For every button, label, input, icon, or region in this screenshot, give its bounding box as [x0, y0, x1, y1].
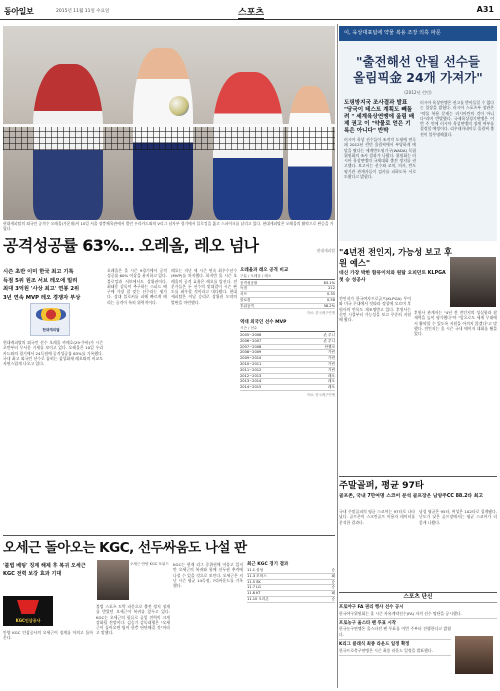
table-row: 2007~2008 안젤코	[240, 344, 335, 349]
section-label: 스포츠	[238, 5, 264, 20]
brief-title: 프로야구 FA 권리 행사 선수 공시	[339, 605, 404, 610]
doping-subhead: 도핑방지국 조사결과 발표 "당국이 테스트 계획도 빼돌려 " 세계육상연맹에 올림 배제 권고 이 "약물로 얻은 기록은 아니다" 반박	[344, 100, 415, 134]
table-row: 2012~2013 레오	[240, 373, 335, 378]
brief-item	[339, 619, 451, 640]
doping-headline-line2: 올림픽金 24개 가져가"	[353, 70, 483, 85]
table-source: 자료: 한국배구연맹	[306, 392, 335, 397]
kgc-subhead: '불법 베팅' 징계 해제 후 복귀 오세근 KGC 전력 보강 효과 기대	[3, 563, 86, 577]
stats-table-1	[240, 268, 335, 315]
table-title: 최근 KGC 경기 결과	[247, 562, 289, 567]
sponsor-headline: "4년전 전인지, 가능성 보고 후원 예스"	[339, 247, 452, 268]
table-row: 2008~2009 가빈	[240, 350, 335, 355]
golf-subhead: 골프존, 국내 7만여명 스코어 분석 골프장은 남양주CC 88.2타 최고	[339, 494, 483, 499]
brief-body: 한국농구연맹은 올스타전 팬 투표를 이번 주부터 진행한다고 밝혔다.	[339, 626, 451, 637]
doping-body-right: 러시아 육상연맹은 권고를 받아들일 수 없다는 입장을 밝혔다. 러시아 스포츠부 장관은 "약물 복용 문제는 러시아만의 것이 아니다"라며 반발했다. 국제육상경기연맹은 이번 주 안에 러시아 육상연맹의 징계 여부를 결정할 예정이다. 리우데자네이루 올림픽 출전이 불투명해졌다.	[420, 100, 494, 137]
player-far-right	[288, 86, 332, 220]
table-row: 서브 0.35	[240, 292, 335, 297]
table-row: 2014~2015 레오	[240, 385, 335, 390]
main-subhead-1: 시즌 초반 이미 한국 최고 기록	[3, 269, 74, 275]
page-number: A31	[476, 5, 494, 14]
table-row: 11.5 SK 승	[247, 579, 335, 584]
doping-subtitle: (2012년 런던)	[404, 90, 432, 95]
volleyball-net	[3, 124, 335, 150]
sponsor-body-col1: 전인지가 한국여자프로골프(KLPGA) 투어와 미국 무대에서 잇따라 정상에 오르며 후원사의 안목도 재조명받고 있다. 후원사는 신인 시절부터 가능성을 보고 꾸준히 지원해 왔다.	[339, 296, 411, 323]
stats-tables	[240, 268, 335, 402]
sponsor-subhead: 대신 가장 박한 함뮤이치와 원탑 오피던트 KLPGA 첫 승 성공사	[339, 271, 446, 283]
page-header	[0, 0, 500, 20]
table-row: 2005~2006 숀 루니	[240, 332, 335, 337]
table-source: 자료: 한국배구연맹	[306, 311, 335, 316]
brief-photo	[455, 636, 493, 674]
main-body-col2: 오레올은 올 시즌 9경기에서 공격성공률 60% 이상을 유지하고 있다. 블로킹과 서브에서도 상위권이다. 최태웅 감독이 추구하는 스피드 배구에 가장 잘 맞는 선수라는 평가다. 상대 블로커를 피해 빠르게 때리는 공격이 특히 위력적이다.	[107, 268, 167, 305]
photo-caption: 현대캐피탈의 외국인 공격수 오레올(가운데)이 10일 서울 장충체육관에서 열린 우리카드와의 V리그 남자부 경기에서 블로킹을 뚫고 스파이크를 날리고 있다. 현대캐피탈은 오레올의 활약으로 완승을 거뒀다.	[3, 221, 334, 231]
kgc-logo-text: KGC인삼공사	[15, 618, 41, 623]
brief-body: 한국프로축구연맹은 시즌 최종 라운드 일정을 발표했다.	[339, 647, 433, 653]
team-emblem-icon	[36, 308, 66, 321]
table-row: 2013~2014 레오	[240, 379, 335, 384]
table-title: 오레올과 레오 공격 비교	[240, 268, 289, 273]
masthead: 동아일보	[4, 7, 34, 16]
table-row: 11.3 모비스 패	[247, 573, 335, 578]
column-divider	[337, 24, 338, 688]
sponsor-portrait	[450, 257, 496, 307]
table-row: 공격성공률 63.1%	[240, 280, 335, 285]
table-row: 11.10 오리온 승	[247, 596, 335, 601]
table-row: 2006~2007 숀 루니	[240, 338, 335, 343]
kgc-body-col3: KGC는 현재 리그 중위권에 머물고 있지만 오세근의 복귀와 함께 선두권 추격에 나설 수 있을 것으로 보인다. 오세근은 지난 시즌 평균 14득점, 7리바운드를 기록했다.	[173, 562, 243, 589]
doping-headline-line1: "출전해선 안될 선수들	[356, 54, 480, 69]
sponsor-body-col2: 후원사 관계자는 "4년 전 전인지의 성실함과 잠재력을 높이 평가했다"며 "앞으로도 세계 무대에서 활약할 수 있도록 지원을 아끼지 않겠다"고 말했다. 전인지는 올 시즌 국내 메이저 대회를 휩쓸었다.	[414, 310, 497, 337]
main-subhead-4: 3년 연속 MVP 레오 경쟁자 부상	[3, 294, 81, 301]
doping-col-left	[344, 100, 416, 179]
table-row: 2011~2012 가빈	[240, 367, 335, 372]
main-subhead-2: 득점 5위 원조 서브 레오에 밀려	[3, 277, 78, 284]
kgc-results-table	[247, 562, 335, 603]
kgc-headline: 오세근 돌아오는 KGC, 선두싸움도 나설 판	[3, 535, 335, 559]
stats-table-2	[240, 320, 335, 396]
doping-kicker: 이, 육상대표팀에 약물 복용 조장 의혹 파문	[339, 26, 497, 41]
issue-date: 2015년 11월 11일 수요일	[56, 9, 110, 14]
player-portrait	[97, 560, 129, 600]
brief-body: 한국야구위원회는 올 시즌 자유계약선수(FA) 자격 선수 명단을 공시했다.	[339, 610, 462, 616]
brief-title: 프로농구 올스타 팬 투표 시작	[339, 620, 397, 626]
main-subhead-3: 최대 3억원 '사상 최고' 연봉 2위	[3, 286, 80, 292]
doping-headline	[339, 54, 497, 86]
brief-item	[339, 640, 451, 656]
main-byline: 현대캐피탈	[316, 248, 335, 253]
volleyball	[169, 96, 189, 116]
table-row: 11.7 LG 승	[247, 585, 335, 590]
doping-body-left: 러시아 육상 선수들이 조직적 도핑에 연루돼 2012년 런던 올림픽에서 부당하게 메달을 땄다는 세계반도핑기구(WADA) 독립위원회의 조사 결과가 나왔다. 위원회는 러시아 육상연맹의 국제대회 출전 정지를 권고했다. 보고서는 선수와 코치, 의사, 반도핑기관 관계자들이 검사를 피하도록 서로 도왔다고 밝혔다.	[344, 137, 416, 180]
kgc-body-col2: 불법 스포츠 도박 파문으로 출전 정지 징계를 받았던 오세근이 복귀를 앞두고 있다. KGC는 오세근의 합류로 골밑 전력이 크게 강화될 전망이다. 김승기 감독대행은 "오세근이 돌아오면 팀이 한층 단단해질 것"이라고 말했다.	[96, 604, 170, 636]
table-row: 블로킹 0.58	[240, 297, 335, 302]
kgc-emblem-icon	[17, 600, 39, 614]
table-row: 11.1 삼성 승	[247, 568, 335, 572]
golf-body-col2: 남성 평균은 95타, 여성은 102타로 집계됐다. 난도가 낮은 골프장에서는 평균 스코어가 더 좋게 나왔다.	[419, 509, 497, 525]
main-subheads	[3, 268, 103, 302]
main-body-col3: 레오는 지난 세 시즌 연속 최우수선수(MVP)를 차지했다. 하지만 올 시즌 오레올의 공격 효율은 레오를 앞선다. 전문가들은 두 선수의 맞대결이 시즌 판도를 좌우할 것이라고 내다봤다. 현대캐피탈은 이날 승리로 상위권 도약의 발판을 마련했다.	[171, 268, 237, 305]
golf-body-col1: 국내 주말골퍼의 평균 스코어는 97타로 나타났다. 골프존이 스크린골프 이용자 데이터를 분석한 결과다.	[339, 509, 415, 525]
team-logo-label: 현대캐피탈	[42, 328, 60, 332]
table-row: 후위공격 58.2%	[240, 303, 335, 308]
golf-headline: 주말골퍼, 평균 97타	[339, 476, 497, 492]
brief-title: K리그 클래식 최종 라운드 일정 확정	[339, 642, 410, 648]
table-header: 구분 / 오레올 / 레오	[240, 274, 335, 280]
table-row: 2009~2010 가빈	[240, 356, 335, 361]
table-title: 역대 외국인 선수 MVP	[240, 320, 287, 326]
briefs-title: 스포츠 단신	[339, 593, 497, 603]
volleyball-photo	[3, 26, 335, 220]
main-headline: 공격성공률 63%… 오레올, 레오 넘나	[3, 236, 259, 255]
doping-story	[339, 26, 497, 241]
table-row: 2010~2011 가빈	[240, 361, 335, 366]
kgc-logo	[3, 596, 53, 626]
table-header: 시즌 / 선수	[240, 326, 335, 332]
kgc-body-col1: 안양 KGC 인삼공사의 오세근이 징계를 마치고 돌아온다.	[3, 630, 93, 641]
portrait-caption: 오세근 안양 KGC 포워드	[130, 562, 169, 566]
team-logo	[30, 303, 70, 336]
brief-item	[339, 603, 497, 619]
table-row: 11.8 KT 패	[247, 591, 335, 596]
main-body-col1: 현대캐피탈의 외국인 선수 오레올 까메호(29·쿠바)가 시즌 초반부터 무서운 기세를 보이고 있다. 오레올은 10일 우리카드와의 경기에서 24득점에 공격성공률 63%를 기록했다. 국내 최고 외국인 선수로 꼽히는 삼성화재 레오와의 비교도 자연스럽게 나오고 있다.	[3, 340, 103, 367]
table-row: 득점 212	[240, 286, 335, 291]
